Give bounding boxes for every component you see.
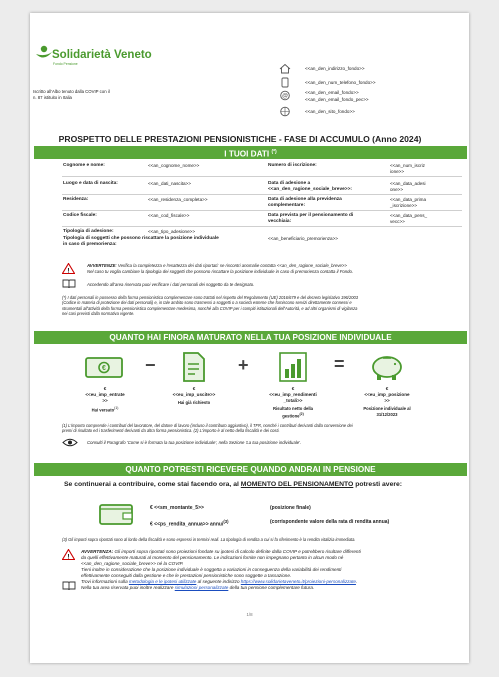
contact-email: <<an_den_email_fondo>> [305, 90, 359, 95]
pensione-intro: Se continuerai a contribuire, come stai facendo ora, al MOMENTO DEL PENSIONAMENTO potresti avere: [64, 481, 403, 488]
svg-text:€: € [102, 365, 106, 372]
value-residenza: <<an_residenza_completa>> [148, 197, 208, 202]
contact-email-pec: <<an_den_email_fondo_pec>> [305, 97, 369, 102]
section-pensione-header: QUANTO POTRESTI RICEVERE QUANDO ANDRAI IN PENSIONE [34, 463, 467, 476]
logo-name: Solidarietà Veneto [52, 49, 152, 61]
pensione-montante-value: € <<sm_montante_5>> [150, 505, 204, 511]
maturato-uscite-value: € <<eu_imp_uscite>> [172, 386, 216, 397]
piggy-bank-icon [368, 352, 406, 382]
nota-privacy: (*) I dati personali in possesso della forma pensionistica complementare sono trattati nel rispetto del Regolamento (UE) 2016/679 e del decreto legislativo 196/2003 (Codice in materia di protezione dei dati personali) e, in tale ambito sono trasmessi a soggetti o a società esterne che forniscono servizi direttamente connessi e strumentali all'attività della forma pensionistica complementare medesima, nonché alla COVIP per i compiti istituzionali dell'Autorità, e ad altri organismi di vigilanza nei casi previsti dalla normativa vigente. [62, 295, 359, 316]
pensione-rendita-desc: (corrispondente valore della rata di rendita annua) [270, 519, 390, 525]
link-proiezioni[interactable]: https://www.solidarietaveneto.it/proiezioni-personalizzate [240, 579, 356, 584]
phone-icon [278, 77, 292, 88]
section-maturato-header: QUANTO HAI FINORA MATURATO NELLA TUA POSIZIONE INDIVIDUALE [34, 331, 467, 344]
logo-subtitle: Fondo Pensione [53, 62, 78, 66]
area-riservata-dati: Accedendo all'area riservata puoi verificare i dati personali dei soggetto da te designato. [87, 282, 255, 287]
label-codice-fiscale: Codice fiscale: [63, 213, 97, 218]
label-data-adesione: Data di adesione a <<an_den_ragione_sociale_breve>>: [268, 181, 352, 192]
plus-operator: + [238, 355, 249, 375]
label-nascita: Luogo e data di nascita: [63, 181, 118, 186]
maturato-posizione-caption: Posizione individuale al 31/12/2023 [363, 406, 411, 417]
value-data-adesione: <<an_data_adesi one>> [390, 181, 426, 192]
value-cognome: <<an_cognome_nome>> [148, 163, 200, 168]
label-num-iscrizione: Numero di iscrizione: [268, 163, 317, 168]
email-icon [278, 90, 292, 101]
avvertenze-dati: AVVERTENZE: Verifica la completezza e l'esattezza dei dati riportati: se riscontri anomalie contatta <<an_den_ragione_sociale_breve>> Nel caso tu voglia cambiare la tipologia dei soggetti che possono riscattare la posizione individuale in caso di premorienza contatta il Fondo. [87, 263, 354, 274]
label-previdenza: Data di adesione alla previdenza complementare: [268, 197, 342, 208]
link-metodologia[interactable]: metodologia e le ipotesi utilizzate [128, 579, 197, 584]
maturato-versato-caption: Hai versato$^{(1)}$ [91, 406, 119, 413]
money-icon [84, 352, 124, 382]
maturato-rendimenti-value: € <<eu_imp_rendimenti _totali>> [269, 386, 317, 403]
maturato-versato-value: € <<eu_imp_entrate >> [85, 386, 125, 403]
document-request-icon [180, 350, 208, 384]
eye-icon [62, 438, 78, 447]
link-simulazioni[interactable]: simulazioni personalizzate [174, 585, 229, 590]
minus-operator: − [145, 355, 156, 375]
bar-chart-icon [278, 351, 308, 383]
value-previdenza: <<an_data_prima _iscrizione>> [390, 197, 427, 208]
value-tipologia: <<an_tipo_adesione>> [148, 229, 196, 234]
maturato-rendimenti-caption: Risultato netto della gestione$^{(2)}$ [272, 406, 314, 419]
label-tipologia: Tipologia di adesione: [63, 229, 114, 234]
value-soggetti: <<an_beneficiario_premorienza>> [268, 236, 338, 241]
value-num-iscrizione: <<an_num_iscriz ione>> [390, 163, 425, 174]
label-residenza: Residenza: [63, 197, 89, 202]
contact-indirizzo: <<an_den_indirizzo_fondo>> [305, 66, 365, 71]
value-nascita: <<an_dati_nascita>> [148, 181, 191, 186]
pensione-montante-desc: (posizione finale) [270, 505, 311, 511]
avvertenza-pensione: AVVERTENZA: Gli importi sopra riportati sono proiezioni fondate su ipotesi di calcolo definite dalla COVIP e potrebbero risultare differenti da quelli effettivamente maturati al momento del pensionamento. Le indicazioni fornite non impegnano pertanto in alcun modo né <<an_den_ragione_sociale_breve>> né la COVIP. Tieni inoltre in considerazione che la posizione individuale è soggetta a variazioni in conseguenza della variabilità dei rendimenti effettivamente conseguiti dalla gestione e che le prestazioni pensionistiche sono soggette a tassazione. [81, 549, 361, 578]
book-icon [62, 279, 76, 289]
contact-telefono: <<an_den_num_telefono_fondo>> [305, 80, 376, 85]
page-number: 1/8 [246, 612, 253, 617]
globe-icon [278, 106, 292, 117]
home-icon [278, 63, 292, 74]
pensione-rendita-value: € <<ps_rendita_annua>> annui$^{(3)}$ [150, 519, 229, 528]
nota-pensione: (3) Gli importi sopra riportati sono al lordo della fiscalità e sono espressi in termini reali. La tipologia di rendita a cui si fa riferimento è la rendita vitalizia immediata. [62, 537, 356, 542]
iscrizione-text: Iscritto all'Albo tenuto dalla COVIP con il n. 87 istituito in Italia [33, 89, 110, 100]
warning-icon [62, 263, 75, 274]
label-pensionamento: Data prevista per il pensionamento di vecchiaia: [268, 213, 354, 224]
logo-icon [35, 44, 53, 64]
svg-text:@: @ [281, 93, 289, 100]
maturato-uscite-caption: Hai già richiesto [177, 400, 211, 405]
info-metodologia: Trovi informazioni sulla metodologia e le ipotesi utilizzate al seguente indirizzo https://www.solidarietaveneto.it/proiezioni-personalizzate. Nella tua area riservata puoi inoltre realizzare simulazioni personalizzate della tua pensione complementare futura. [81, 579, 358, 590]
label-soggetti: Tipologia di soggetti che possono riscattare la posizione individuale in caso di premorienza: [63, 236, 219, 247]
maturato-posizione-value: € <<eu_imp_posizione >> [364, 386, 410, 403]
svg-text:!: ! [67, 553, 70, 560]
wallet-icon [98, 500, 134, 526]
svg-text:!: ! [67, 267, 70, 274]
equals-operator: = [334, 354, 345, 374]
section-tuoi-dati-header: I TUOI DATI (*) [34, 146, 467, 159]
consulti-paragrafo: Consulti il Paragrafo 'Come si è formata la tua posizione individuale', nella Sezione 'La tua posizione individuale'. [87, 440, 302, 445]
label-cognome: Cognome e nome: [63, 163, 105, 168]
contact-sito: <<an_den_sito_fondo>> [305, 109, 355, 114]
value-pensionamento: <<an_data_pens_ vecc>> [390, 213, 428, 224]
book-icon [62, 581, 76, 591]
warning-icon [62, 549, 75, 560]
document-title: PROSPETTO DELLE PRESTAZIONI PENSIONISTICHE - FASE DI ACCUMULO (Anno 2024) [58, 134, 422, 144]
nota-maturato: (1) L'importo comprende i contributi del lavoratore, del datore di lavoro (incluso il contributo aggiuntivo), il TFR, nonché i contributi derivanti dalla conversione dei premi di risultato ed i trasferimenti derivanti da altra forma pensionistica. (2) L'importo è al netto della fiscalità e dei costi. [62, 423, 353, 434]
value-codice-fiscale: <<an_cod_fiscale>> [148, 213, 190, 218]
